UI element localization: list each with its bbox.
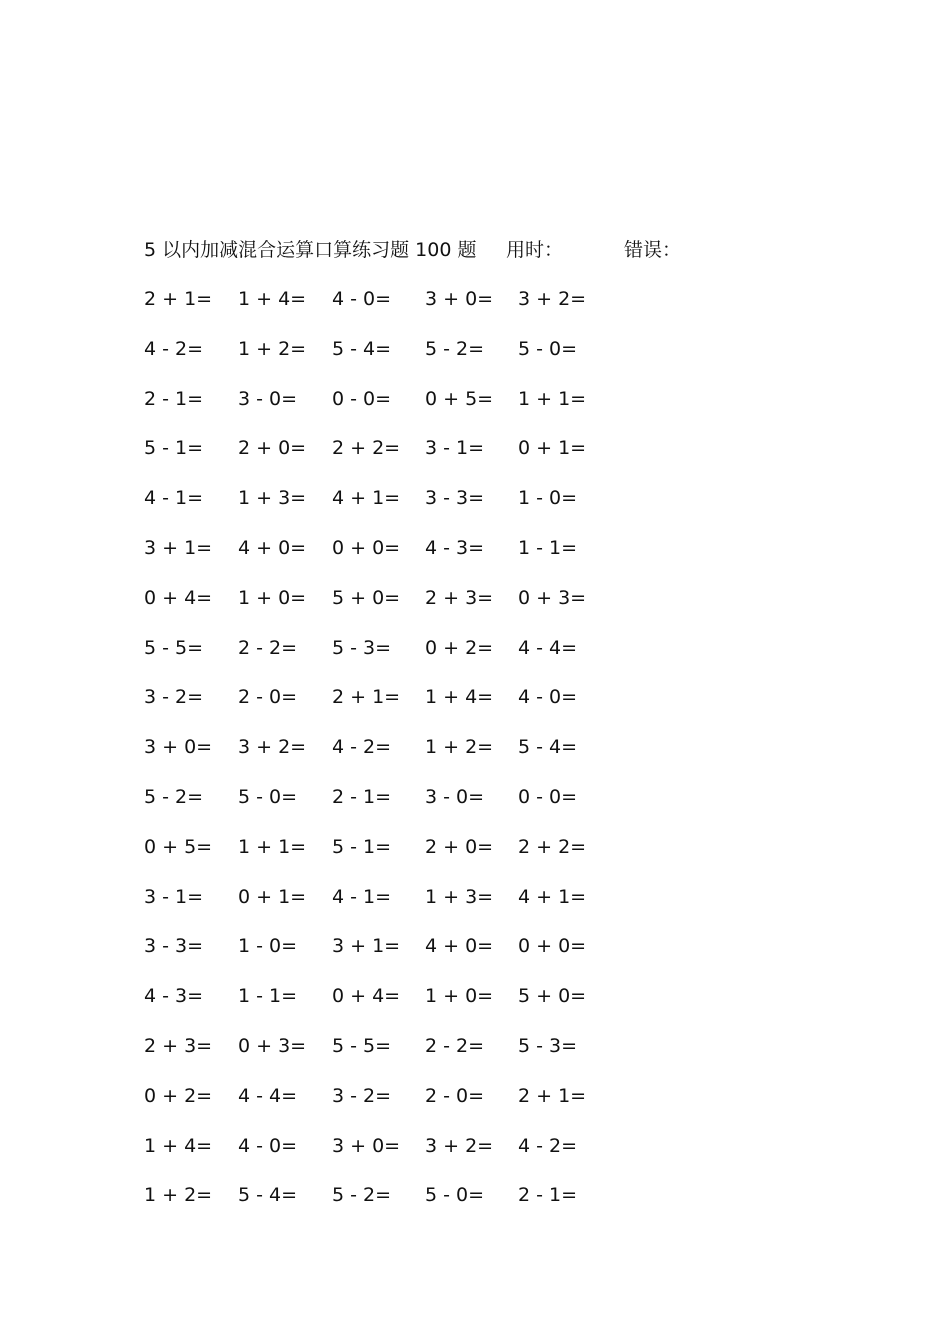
worksheet-header <box>144 236 844 264</box>
problem-item: 0 + 1= <box>238 885 307 908</box>
problem-item: 5 - 1= <box>332 835 392 858</box>
problem-item: 4 - 4= <box>238 1084 298 1107</box>
problem-item: 1 + 4= <box>238 288 307 310</box>
problem-item: 1 + 1= <box>518 387 587 410</box>
problem-item: 5 - 4= <box>332 337 392 360</box>
problem-item: 0 + 3= <box>238 1034 307 1057</box>
problem-item: 2 - 0= <box>425 1084 485 1107</box>
problem-item: 4 - 3= <box>144 985 204 1008</box>
problem-item: 4 - 2= <box>332 736 392 759</box>
problem-item: 5 - 3= <box>518 1034 578 1057</box>
problem-item: 4 - 1= <box>332 885 392 908</box>
problem-item: 1 + 2= <box>425 736 494 759</box>
worksheet-title: 5 以内加减混合运算口算练习题 100 题 <box>144 239 477 261</box>
problem-item: 5 + 0= <box>518 985 587 1008</box>
problem-item: 0 + 4= <box>332 985 401 1008</box>
problem-row <box>144 982 624 1032</box>
problem-item: 5 - 2= <box>144 785 204 808</box>
problem-item: 5 - 5= <box>144 636 204 659</box>
problem-item: 3 + 1= <box>332 935 401 958</box>
problem-item: 0 + 5= <box>144 835 213 858</box>
problem-item: 0 - 0= <box>518 785 578 808</box>
problem-item: 1 - 0= <box>238 935 298 958</box>
problem-grid <box>144 285 624 1231</box>
problem-row <box>144 783 624 833</box>
problem-item: 4 + 0= <box>238 536 307 559</box>
problem-item: 5 - 0= <box>518 337 578 360</box>
problem-item: 4 - 3= <box>425 536 485 559</box>
problem-item: 2 + 0= <box>238 437 307 460</box>
problem-item: 2 - 1= <box>144 387 204 410</box>
problem-item: 5 - 4= <box>518 736 578 759</box>
problem-item: 0 + 0= <box>332 536 401 559</box>
problem-item: 3 + 2= <box>238 736 307 759</box>
problem-item: 1 - 1= <box>518 536 578 559</box>
problem-item: 5 + 0= <box>332 586 401 609</box>
problem-item: 2 + 2= <box>332 437 401 460</box>
problem-item: 3 - 3= <box>425 487 485 510</box>
time-used-label: 用时： <box>506 239 564 261</box>
problem-item: 2 + 3= <box>425 586 494 609</box>
problem-row <box>144 1032 624 1082</box>
problem-item: 4 + 1= <box>518 885 587 908</box>
problem-item: 2 + 2= <box>518 835 587 858</box>
problem-item: 4 + 0= <box>425 935 494 958</box>
problem-item: 0 + 1= <box>518 437 587 460</box>
problem-row <box>144 634 624 684</box>
problem-item: 4 - 1= <box>144 487 204 510</box>
problem-item: 3 + 2= <box>518 288 587 310</box>
problem-item: 3 - 2= <box>144 686 204 709</box>
problem-item: 5 - 1= <box>144 437 204 460</box>
problem-item: 1 - 0= <box>518 487 578 510</box>
problem-item: 4 - 4= <box>518 636 578 659</box>
problem-item: 5 - 5= <box>332 1034 392 1057</box>
problem-item: 0 + 0= <box>518 935 587 958</box>
problem-item: 0 + 5= <box>425 387 494 410</box>
problem-item: 4 - 0= <box>518 686 578 709</box>
problem-item: 3 - 0= <box>238 387 298 410</box>
problem-item: 1 + 2= <box>144 1184 213 1207</box>
problem-item: 2 - 0= <box>238 686 298 709</box>
problem-row <box>144 932 624 982</box>
problem-item: 3 + 1= <box>144 536 213 559</box>
problem-item: 2 + 1= <box>332 686 401 709</box>
problem-item: 5 - 2= <box>425 337 485 360</box>
problem-row <box>144 335 624 385</box>
problem-item: 1 + 4= <box>144 1134 213 1157</box>
problem-item: 1 - 1= <box>238 985 298 1008</box>
problem-item: 5 - 4= <box>238 1184 298 1207</box>
problem-item: 0 - 0= <box>332 387 392 410</box>
problem-row <box>144 1082 624 1132</box>
problem-item: 4 - 0= <box>238 1134 298 1157</box>
problem-row <box>144 385 624 435</box>
problem-row <box>144 733 624 783</box>
problem-row <box>144 683 624 733</box>
problem-row <box>144 833 624 883</box>
problem-item: 4 - 0= <box>332 288 392 310</box>
problem-item: 3 - 1= <box>425 437 485 460</box>
problem-row <box>144 584 624 634</box>
problem-item: 0 + 2= <box>144 1084 213 1107</box>
problem-item: 2 + 1= <box>518 1084 587 1107</box>
problem-row <box>144 285 624 335</box>
error-count-label: 错误： <box>624 239 682 261</box>
problem-item: 3 + 2= <box>425 1134 494 1157</box>
problem-item: 2 - 2= <box>238 636 298 659</box>
problem-row <box>144 434 624 484</box>
problem-row <box>144 883 624 933</box>
problem-item: 4 - 2= <box>518 1134 578 1157</box>
problem-item: 2 - 1= <box>518 1184 578 1207</box>
problem-item: 3 + 0= <box>332 1134 401 1157</box>
problem-item: 4 - 2= <box>144 337 204 360</box>
problem-item: 1 + 3= <box>425 885 494 908</box>
problem-item: 5 - 0= <box>425 1184 485 1207</box>
problem-item: 1 + 2= <box>238 337 307 360</box>
problem-item: 3 + 0= <box>425 288 494 310</box>
problem-row <box>144 534 624 584</box>
problem-item: 3 - 2= <box>332 1084 392 1107</box>
problem-item: 3 - 0= <box>425 785 485 808</box>
problem-item: 2 + 0= <box>425 835 494 858</box>
problem-row <box>144 1132 624 1182</box>
problem-item: 1 + 0= <box>425 985 494 1008</box>
problem-item: 4 + 1= <box>332 487 401 510</box>
problem-item: 0 + 3= <box>518 586 587 609</box>
problem-item: 0 + 4= <box>144 586 213 609</box>
problem-item: 2 + 1= <box>144 288 213 310</box>
problem-item: 3 - 1= <box>144 885 204 908</box>
problem-item: 1 + 3= <box>238 487 307 510</box>
problem-item: 2 - 1= <box>332 785 392 808</box>
problem-row <box>144 1181 624 1231</box>
problem-row <box>144 484 624 534</box>
problem-item: 1 + 1= <box>238 835 307 858</box>
problem-item: 0 + 2= <box>425 636 494 659</box>
problem-item: 3 + 0= <box>144 736 213 759</box>
problem-item: 5 - 0= <box>238 785 298 808</box>
problem-item: 2 + 3= <box>144 1034 213 1057</box>
problem-item: 1 + 4= <box>425 686 494 709</box>
problem-item: 3 - 3= <box>144 935 204 958</box>
problem-item: 5 - 3= <box>332 636 392 659</box>
problem-item: 5 - 2= <box>332 1184 392 1207</box>
problem-item: 2 - 2= <box>425 1034 485 1057</box>
problem-item: 1 + 0= <box>238 586 307 609</box>
